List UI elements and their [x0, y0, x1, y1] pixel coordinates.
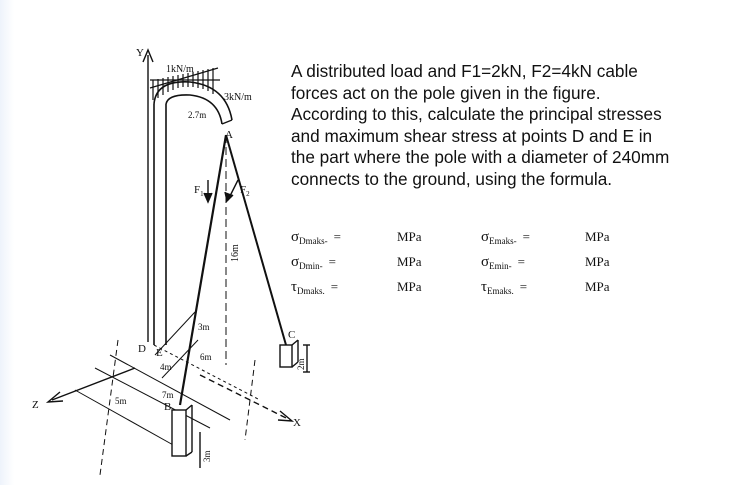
dim-5m-label: 5m — [115, 396, 127, 406]
result-sigma-e-min: $\sigma_{Emin-}$ = — [481, 254, 525, 271]
anchor-b — [172, 410, 186, 456]
cable-a-to-b — [180, 135, 226, 405]
axis-y-label: Y — [136, 47, 144, 59]
dim-6m-label: 6m — [200, 352, 212, 362]
dim-2m-label: 2m — [296, 358, 306, 370]
result-unit: MPa — [397, 254, 422, 269]
result-tau-e-max: $\tau_{Emaks.}$ = — [481, 279, 528, 296]
x-axis-arrow — [278, 411, 292, 421]
problem-line: forces act on the pole given in the figure. — [291, 82, 601, 103]
f1-label: $F_1$ — [194, 184, 204, 198]
cable-a-to-c — [226, 135, 286, 345]
anchor-c — [280, 345, 292, 367]
f2-label: $F_2$ — [240, 184, 250, 198]
problem-line: and maximum shear stress at points D and E in — [291, 125, 653, 146]
result-unit: MPa — [585, 279, 610, 294]
dim-4m-label: 4m — [160, 362, 172, 372]
point-a-label: A — [225, 129, 233, 141]
problem-statement — [291, 61, 743, 190]
load-right-label: 3kN/m — [224, 92, 252, 103]
point-d-label: D — [138, 343, 146, 355]
result-sigma-d-max: $\sigma_{Dmaks-}$ = — [291, 229, 341, 246]
problem-line: connects to the ground, using the formula. — [291, 168, 613, 189]
problem-line: According to this, calculate the principal stresses — [291, 104, 662, 124]
point-e-label: E — [156, 347, 163, 359]
axis-z-label: Z — [32, 399, 39, 411]
arc-dim-label: 2.7m — [188, 110, 207, 120]
result-sigma-d-min: $\sigma_{Dmin-}$ = — [291, 254, 336, 271]
height-label: 16m — [230, 244, 241, 262]
result-tau-d-max: $\tau_{Dmaks.}$ = — [291, 279, 339, 296]
result-unit: MPa — [585, 254, 610, 269]
axis-x-label: X — [293, 417, 301, 429]
dim-3m-bottom-label: 3m — [202, 450, 212, 462]
result-sigma-e-max: $\sigma_{Emaks-}$ = — [481, 229, 530, 246]
point-c-label: C — [288, 329, 296, 341]
load-left-label: 1kN/m — [166, 64, 194, 75]
dim-7m-label: 7m — [162, 390, 174, 400]
dim-3m-label: 3m — [198, 322, 210, 332]
result-unit: MPa — [585, 229, 610, 244]
results-table — [291, 229, 631, 299]
result-unit: MPa — [397, 279, 422, 294]
point-b-label: B — [164, 401, 172, 413]
pole-end — [222, 120, 232, 124]
result-unit: MPa — [397, 229, 422, 244]
problem-line: the part where the pole with a diameter of 240mm — [291, 147, 670, 167]
x-axis — [200, 375, 290, 420]
problem-line: A distributed load and F1=2kN, F2=4kN cable — [291, 61, 638, 81]
